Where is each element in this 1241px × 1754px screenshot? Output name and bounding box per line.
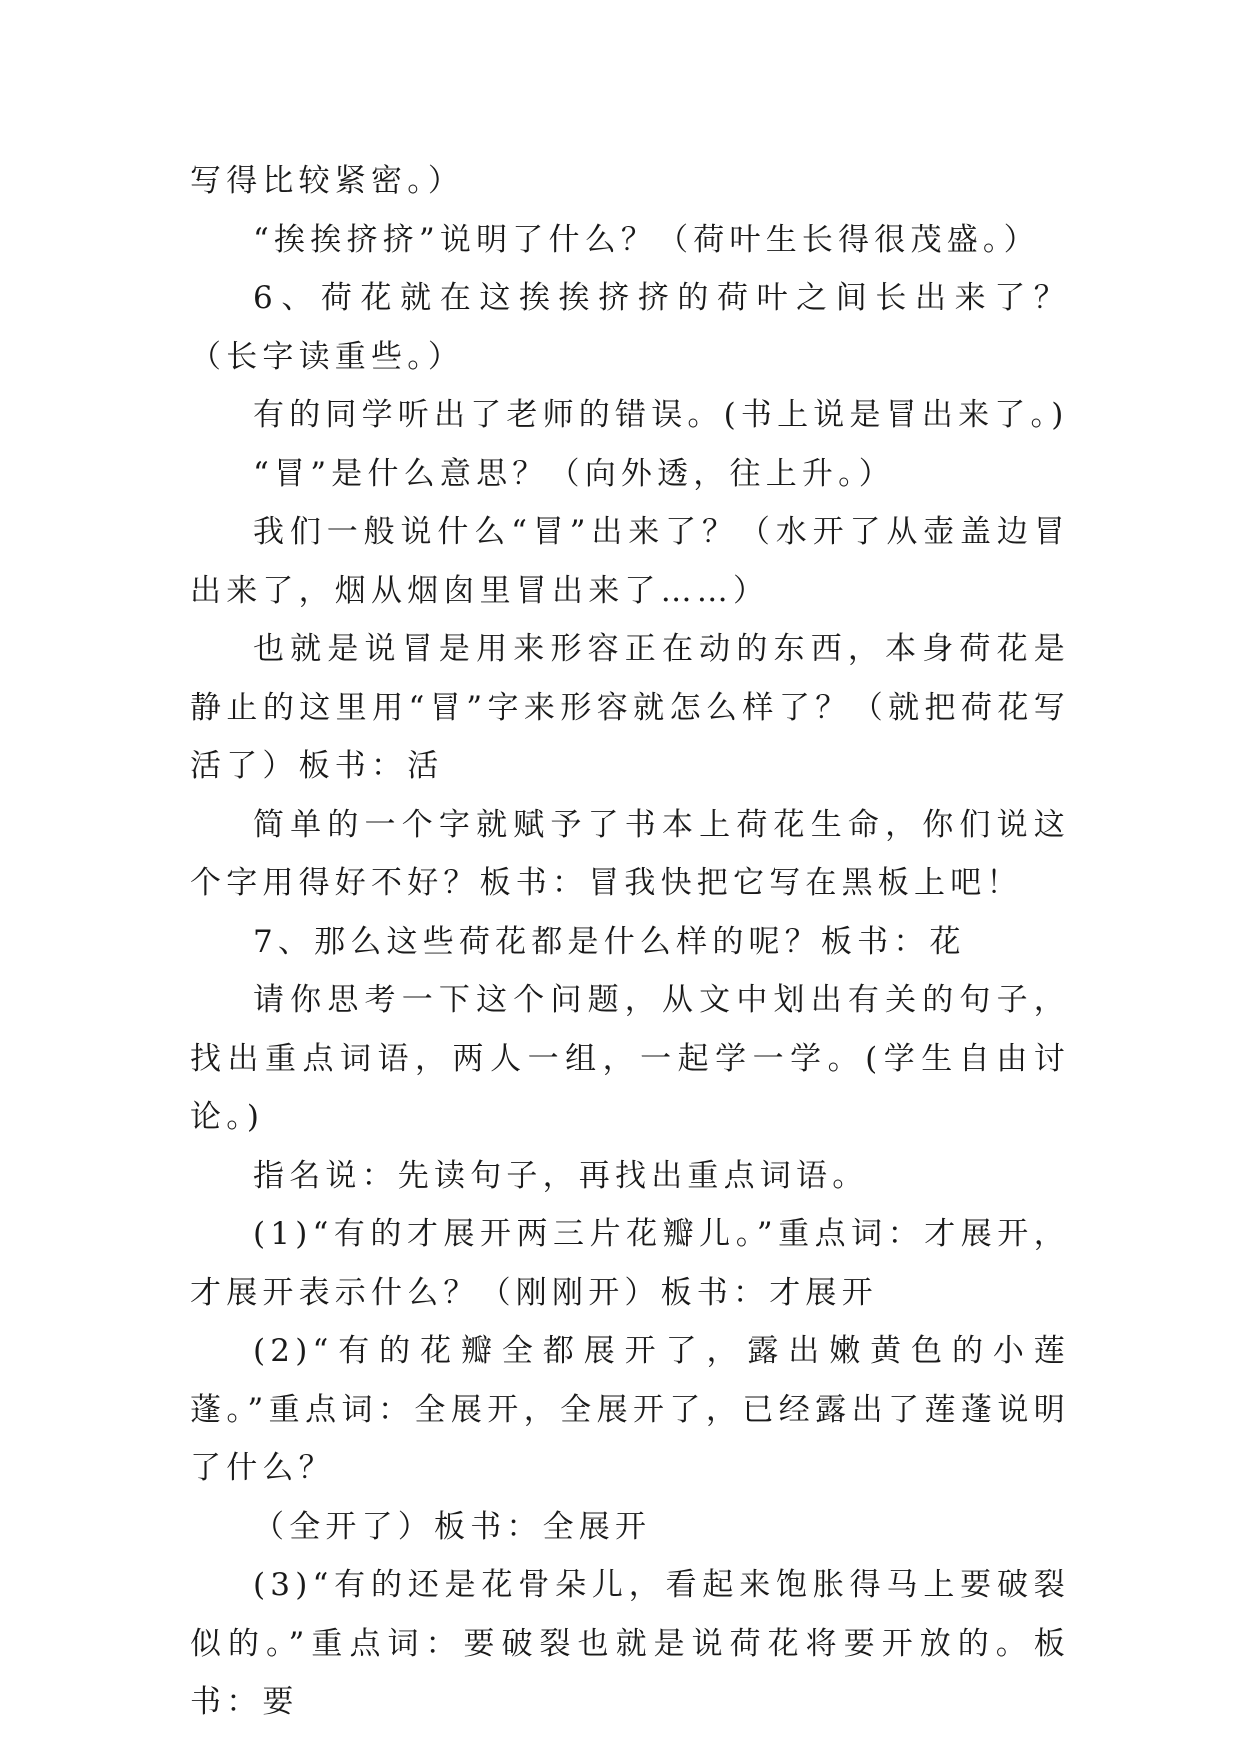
paragraph-10: 指名说：先读句子，再找出重点词语。: [253, 1157, 869, 1194]
paragraph-11: (1)“有的才展开两三片花瓣儿。”重点词：才展开，才展开表示什么？（刚刚开）板书：才展开: [190, 1216, 1070, 1311]
paragraph-1: “挨挨挤挤”说明了什么？（荷叶生长得很茂盛。）: [253, 221, 1040, 258]
paragraph-2: 6、荷花就在这挨挨挤挤的荷叶之间长出来了？（长字读重些。）: [190, 280, 1070, 375]
paragraph-9: 请你思考一下这个问题，从文中划出有关的句子，找出重点词语，两人一组，一起学一学。(学生自由讨论。): [190, 982, 1070, 1135]
paragraph-6: 也就是说冒是用来形容正在动的东西，本身荷花是静止的这里用“冒”字来形容就怎么样了？（就把荷花写活了）板书：活: [190, 631, 1070, 784]
paragraph-0: 写得比较紧密。）: [190, 163, 465, 199]
paragraph-4: “冒”是什么意思？（向外透，往上升。）: [253, 455, 895, 492]
paragraph-13: （全开了）板书：全展开: [253, 1508, 652, 1545]
paragraph-14: (3)“有的还是花骨朵儿，看起来饱胀得马上要破裂似的。”重点词：要破裂也就是说荷花将要开放的。板书：要: [190, 1567, 1070, 1720]
paragraph-7: 简单的一个字就赋予了书本上荷花生命，你们说这个字用得好不好？板书：冒我快把它写在黑板上吧！: [190, 806, 1070, 901]
paragraph-3: 有的同学听出了老师的错误。(书上说是冒出来了。): [253, 397, 1069, 433]
paragraph-5: 我们一般说什么“冒”出来了？（水开了从壶盖边冒出来了，烟从烟囱里冒出来了……）: [190, 514, 1070, 609]
paragraph-12: (2)“有的花瓣全都展开了，露出嫩黄色的小莲蓬。”重点词：全展开，全展开了，已经露出了莲蓬说明了什么？: [190, 1333, 1070, 1486]
paragraph-8: 7、那么这些荷花都是什么样的呢？板书：花: [253, 923, 966, 960]
document-page: [190, 152, 1070, 1732]
